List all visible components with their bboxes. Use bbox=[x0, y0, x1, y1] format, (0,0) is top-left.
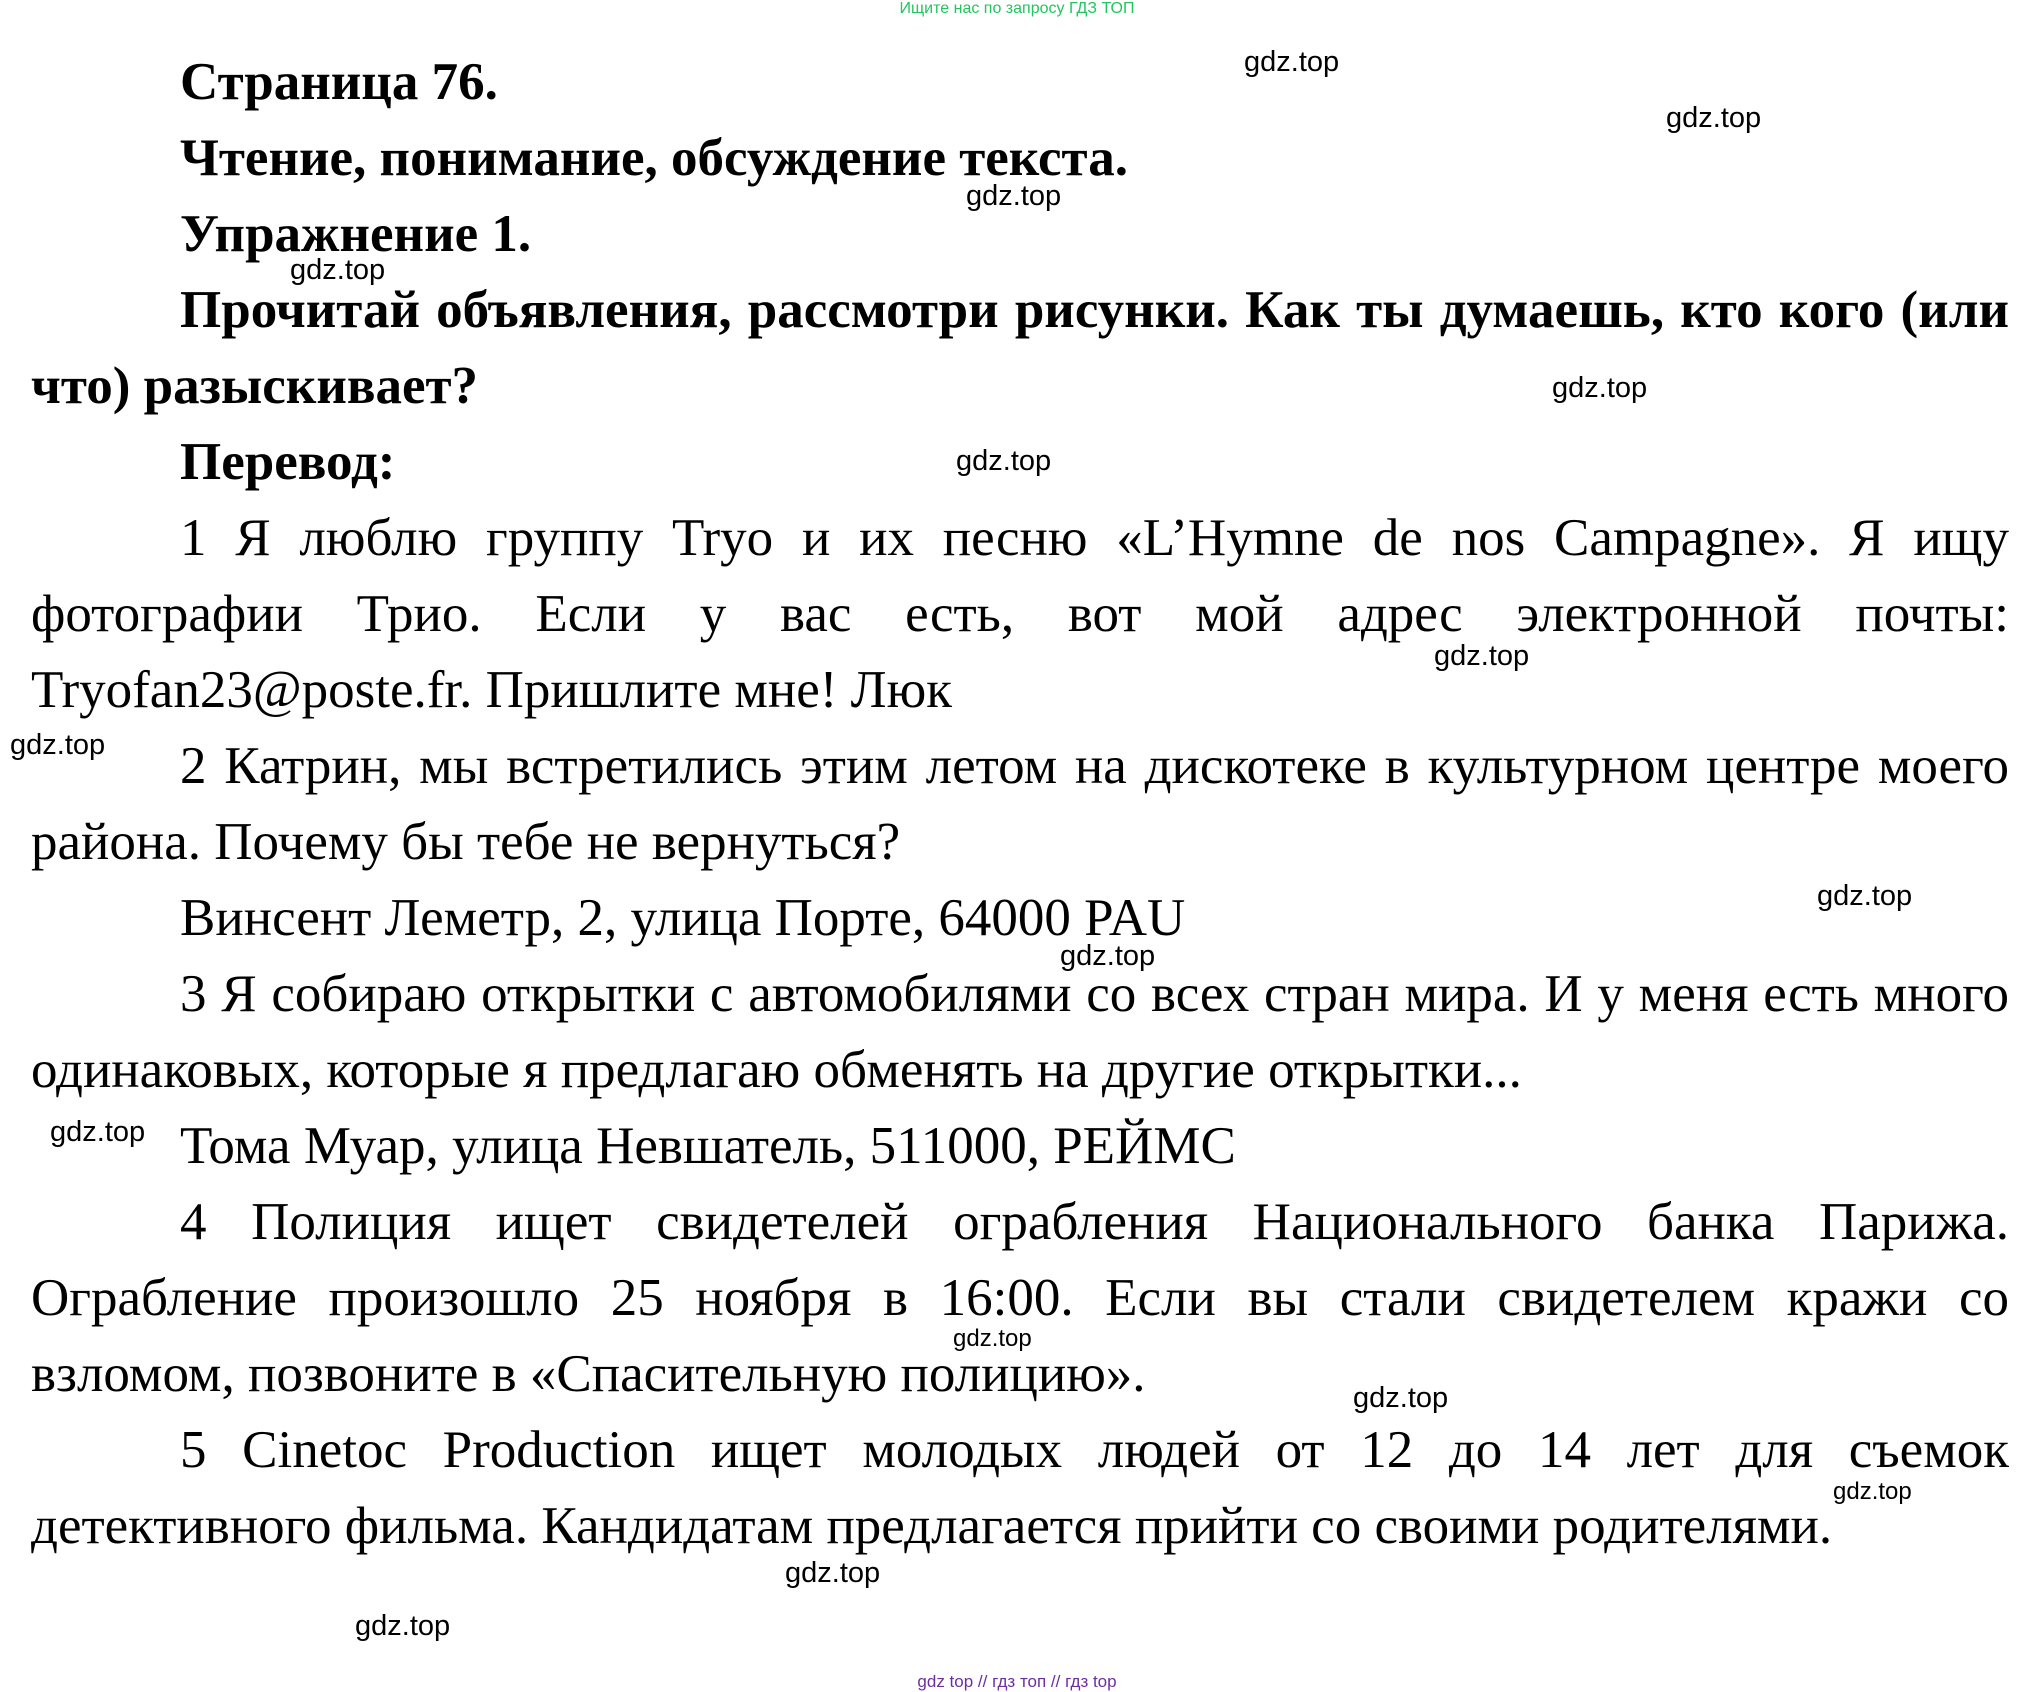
ad-item-1: 1 Я люблю группу Tryo и их песню «L’Hymne de nos Campagne». Я ищу фотографии Трио. Если у вас есть, вот мой адрес электронной почты: Tryofan23@poste.fr. Пришлите мне! Люк bbox=[31, 509, 2009, 719]
ad-item-2-signature: Винсент Леметр, 2, улица Порте, 64000 PAU bbox=[180, 889, 1186, 947]
section-heading: Чтение, понимание, обсуждение текста. bbox=[180, 129, 1128, 187]
watermark: gdz.top bbox=[1817, 880, 1913, 912]
watermark: gdz.top bbox=[1833, 1478, 1912, 1505]
ad-item-4: 4 Полиция ищет свидетелей ограбления Национального банка Парижа. Ограбление произошло 25 ноября в 16:00. Если вы стали свидетелем кражи со взломом, позвоните в «Спасительную полицию». bbox=[31, 1193, 2009, 1403]
watermark: gdz.top bbox=[953, 1325, 1032, 1352]
ad-item-2: 2 Катрин, мы встретились этим летом на дискотеке в культурном центре моего района. Почему бы тебе не вернуться? bbox=[31, 737, 2009, 871]
footer: gdz top // гдз топ // гдз top bbox=[917, 1672, 1117, 1691]
watermark: gdz.top bbox=[785, 1557, 881, 1589]
watermark: gdz.top bbox=[355, 1610, 451, 1642]
watermark: gdz.top bbox=[956, 445, 1052, 477]
ad-item-3: 3 Я собираю открытки с автомобилями со всех стран мира. И у меня есть много одинаковых, которые я предлагаю обменять на другие открытки... bbox=[31, 965, 2009, 1099]
translation-label: Перевод: bbox=[180, 433, 396, 491]
page-number-heading: Страница 76. bbox=[180, 53, 498, 111]
watermark: gdz.top bbox=[290, 254, 386, 286]
exercise-heading: Упражнение 1. bbox=[180, 205, 532, 263]
watermark: gdz.top bbox=[1353, 1382, 1449, 1414]
watermark: gdz.top bbox=[1666, 102, 1762, 134]
watermark: gdz.top bbox=[1552, 372, 1648, 404]
watermark: gdz.top bbox=[1060, 940, 1156, 972]
task-text: Прочитай объявления, рассмотри рисунки. Как ты думаешь, кто кого (или что) разыскивает? bbox=[31, 281, 2009, 415]
ad-item-3-signature: Тома Муар, улица Невшатель, 511000, РЕЙМС bbox=[180, 1117, 1236, 1175]
top-banner: Ищите нас по запросу ГДЗ ТОП bbox=[899, 0, 1135, 17]
watermark: gdz.top bbox=[966, 180, 1062, 212]
ad-item-5: 5 Cinetoc Production ищет молодых людей от 12 до 14 лет для съемок детективного фильма. Кандидатам предлагается прийти со своими родителями. bbox=[31, 1421, 2009, 1555]
watermark: gdz.top bbox=[10, 729, 106, 761]
watermark: gdz.top bbox=[50, 1116, 146, 1148]
watermark: gdz.top bbox=[1434, 640, 1530, 672]
watermark: gdz.top bbox=[1244, 46, 1340, 78]
